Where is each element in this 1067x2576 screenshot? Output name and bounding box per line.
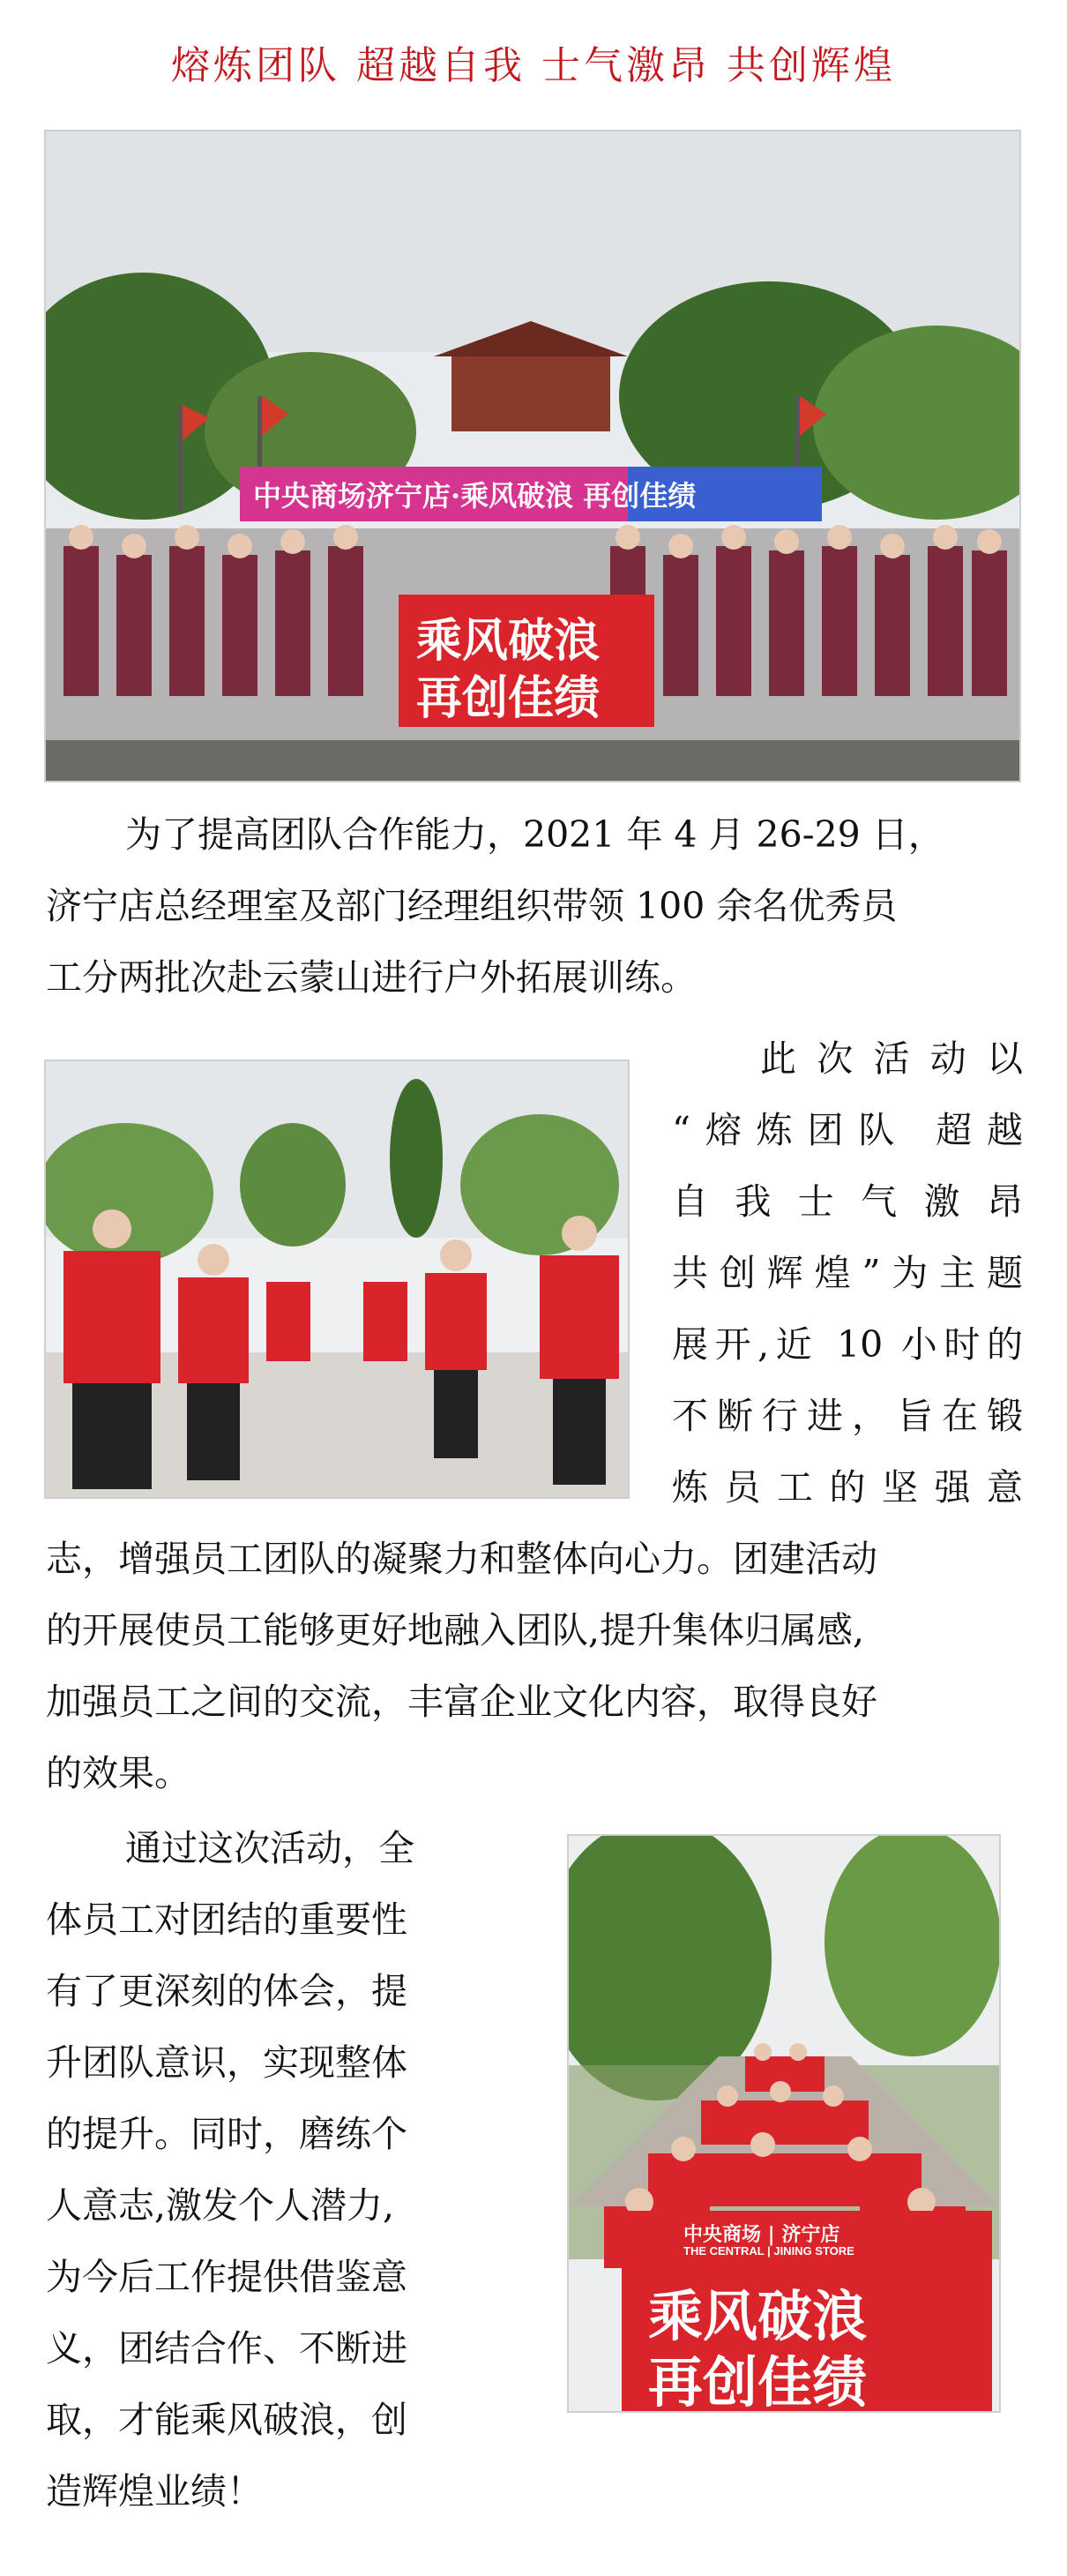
text-line: 义，团结合作、不断进 — [46, 2327, 407, 2370]
text-line: 的提升。同时，磨练个 — [46, 2113, 407, 2155]
sign-brand-cn: 中央商场 | 济宁店 — [683, 2223, 840, 2246]
sign-brand-en: THE CENTRAL | JINING STORE — [683, 2244, 854, 2258]
page-title: 熔炼团队 超越自我 士气激昂 共创辉煌 — [171, 43, 896, 88]
text-line: “熔炼团队 超越 — [672, 1109, 1023, 1151]
text-line: 的开展使员工能够更好地融入团队,提升集体归属感, — [46, 1609, 865, 1651]
stairs-group-photo — [567, 1834, 1001, 2413]
text-line: 为今后工作提供借鉴意 — [46, 2256, 407, 2298]
text-line: 为了提高团队合作能力，2021 年 4 月 26-29 日， — [125, 813, 944, 856]
text-line: 炼 员 工 的 坚 强 意 — [672, 1466, 1023, 1509]
sign-line-1: 乘风破浪 — [416, 614, 601, 668]
sign-line-2: 再创佳绩 — [648, 2350, 868, 2413]
group-photo-banner — [44, 130, 1021, 783]
text-line: 此 次 活 动 以 — [760, 1037, 1023, 1080]
text-line: 升团队意识，实现整体 — [46, 2041, 407, 2084]
text-line: 不断行进，旨在锻 — [672, 1395, 1023, 1437]
text-line: 工分两批次赴云蒙山进行户外拓展训练。 — [46, 956, 697, 999]
text-line: 自 我 士 气 激 昂 — [672, 1180, 1023, 1223]
walking-group-photo — [44, 1060, 630, 1499]
paragraph-activity-full — [46, 1524, 1025, 1809]
text-line: 展开,近 10 小时的 — [672, 1323, 1023, 1366]
photo-banner-text: 中央商场济宁店·乘风破浪 再创佳绩 — [253, 479, 697, 513]
text-line: 志，增强员工团队的凝聚力和整体向心力。团建活动 — [46, 1538, 877, 1580]
text-line: 体员工对团结的重要性 — [46, 1898, 407, 1941]
paragraph-intro — [46, 799, 1025, 1014]
text-line: 有了更深刻的体会，提 — [46, 1970, 407, 2012]
sign-line-1: 乘风破浪 — [648, 2284, 868, 2348]
text-line: 的效果。 — [46, 1752, 190, 1794]
text-line: 人意志,激发个人潜力, — [46, 2184, 395, 2227]
text-line: 共创辉煌”为主题 — [672, 1252, 1023, 1294]
paragraph-activity-side — [672, 1023, 1023, 1524]
text-line: 取，才能乘风破浪，创 — [46, 2399, 407, 2441]
text-line: 通过这次活动，全 — [125, 1827, 414, 1869]
paragraph-conclusion — [46, 1813, 476, 2527]
text-line: 加强员工之间的交流，丰富企业文化内容，取得良好 — [46, 1681, 877, 1723]
text-line: 造辉煌业绩！ — [46, 2470, 263, 2512]
text-line: 济宁店总经理室及部门经理组织带领 100 余名优秀员 — [46, 885, 898, 927]
sign-line-2: 再创佳绩 — [416, 671, 601, 725]
